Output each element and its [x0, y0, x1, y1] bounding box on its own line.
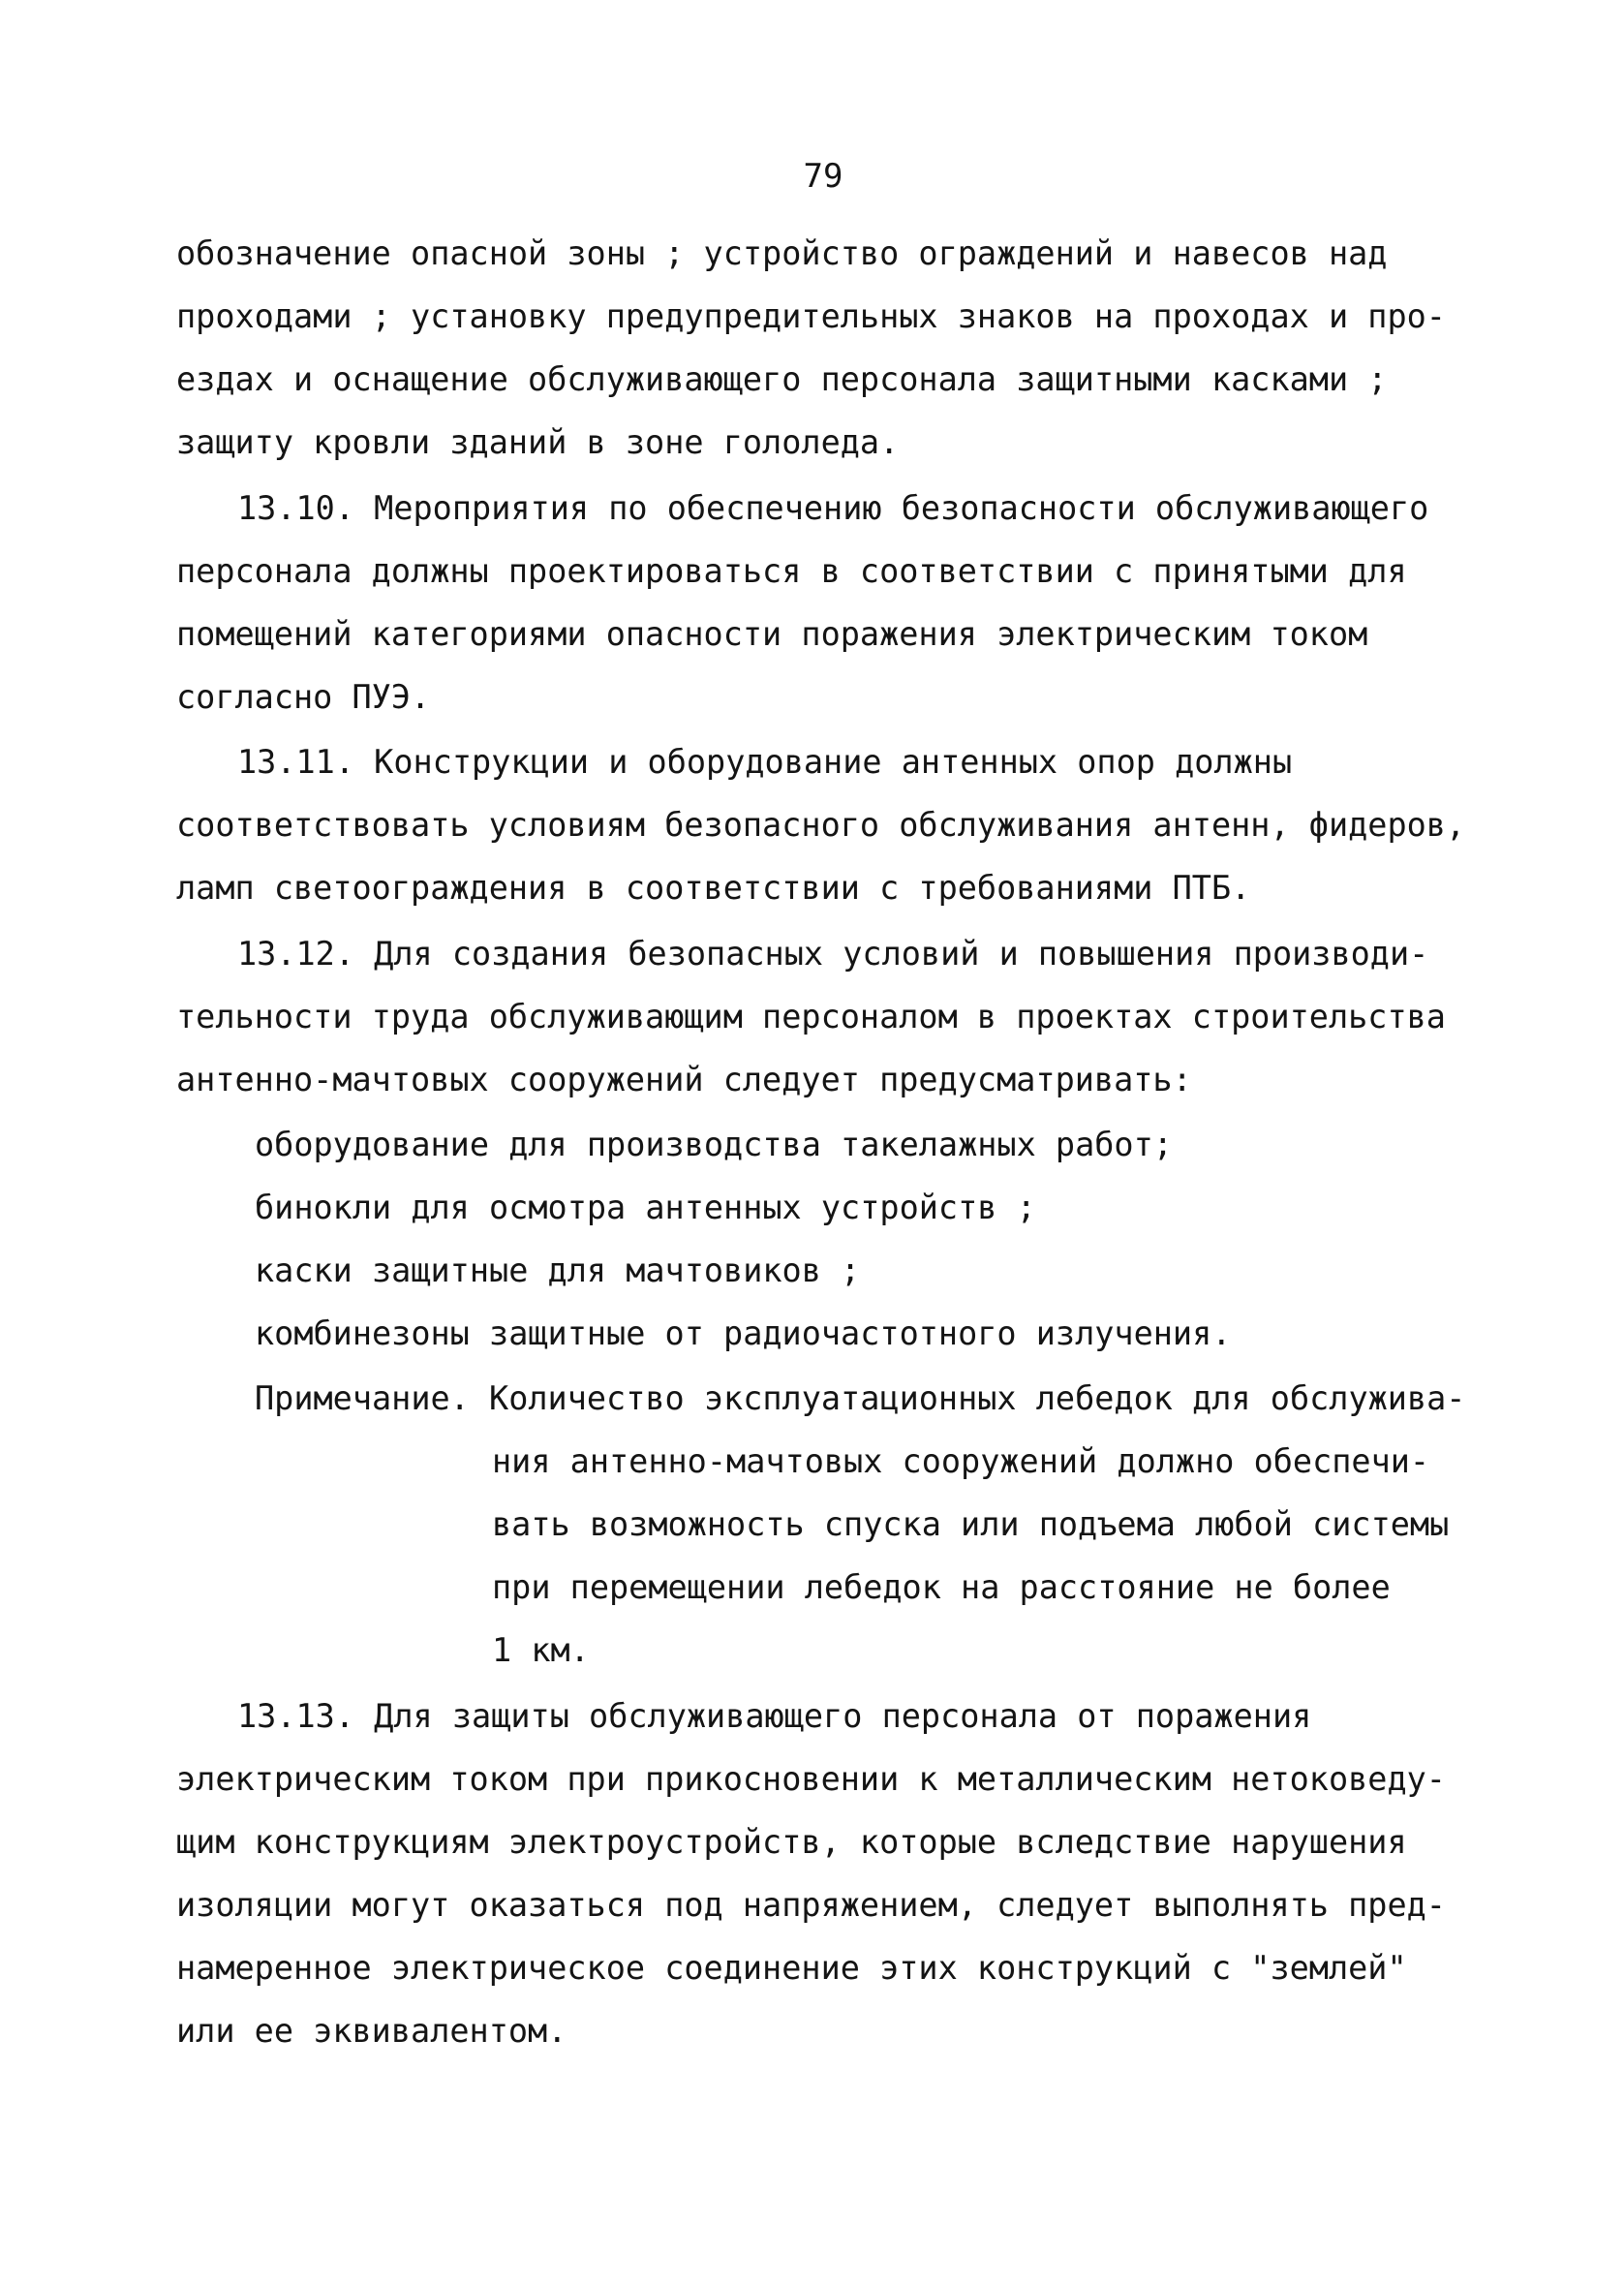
text-line: 13.11. Конструкции и оборудование антенных опор должны [237, 743, 1293, 781]
text-line: оборудование для производства такелажных работ; [255, 1126, 1173, 1163]
text-line: бинокли для осмотра антенных устройств ; [255, 1189, 1036, 1226]
text-line: антенно-мачтовых сооружений следует предусматривать: [176, 1061, 1192, 1098]
text-line: 13.12. Для создания безопасных условий и повышения производи- [237, 935, 1429, 973]
note-line: вать возможность спуска или подъема любой системы [492, 1505, 1450, 1543]
note-line: при перемещении лебедок на расстояние не более [492, 1568, 1391, 1606]
text-line: или ее эквивалентом. [176, 2012, 567, 2050]
text-line: ламп светоограждения в соответствии с требованиями ПТБ. [176, 869, 1251, 907]
text-line: комбинезоны защитные от радиочастотного излучения. [255, 1314, 1232, 1352]
note-line: ния антенно-мачтовых сооружений должно обеспечи- [492, 1442, 1430, 1480]
text-line: намеренное электрическое соединение этих конструкций с "землей" [176, 1949, 1407, 1987]
text-line: согласно ПУЭ. [176, 678, 431, 716]
text-line: тельности труда обслуживающим персоналом в проектах строительства [176, 998, 1446, 1035]
text-line: соответствовать условиям безопасного обслуживания антенн, фидеров, [176, 806, 1466, 844]
text-line: защиту кровли зданий в зоне гололеда. [176, 423, 900, 461]
text-line: помещений категориями опасности поражения электрическим током [176, 615, 1368, 653]
text-line: каски защитные для мачтовиков ; [255, 1252, 861, 1289]
note-line: 1 км. [492, 1631, 590, 1669]
text-line: персонала должны проектироваться в соответствии с принятыми для [176, 552, 1407, 590]
text-line: щим конструкциям электроустройств, которые вследствие нарушения [176, 1823, 1407, 1861]
text-line: проходами ; установку предупредительных знаков на проходах и про- [176, 297, 1446, 335]
text-line: изоляции могут оказаться под напряжением, следует выполнять пред- [176, 1886, 1446, 1924]
text-line: обозначение опасной зоны ; устройство ограждений и навесов над [176, 234, 1388, 272]
note-line: Примечание. Количество эксплуатационных лебедок для обслужива- [255, 1379, 1466, 1417]
text-line: 13.10. Мероприятия по обеспечению безопасности обслуживающего [237, 489, 1429, 527]
text-line: электрическим током при прикосновении к металлическим нетоковеду- [176, 1760, 1446, 1798]
page-number: 79 [803, 157, 843, 196]
text-line: ездах и оснащение обслуживающего персонала защитными касками ; [176, 360, 1388, 398]
text-line: 13.13. Для защиты обслуживающего персонала от поражения [237, 1697, 1312, 1735]
